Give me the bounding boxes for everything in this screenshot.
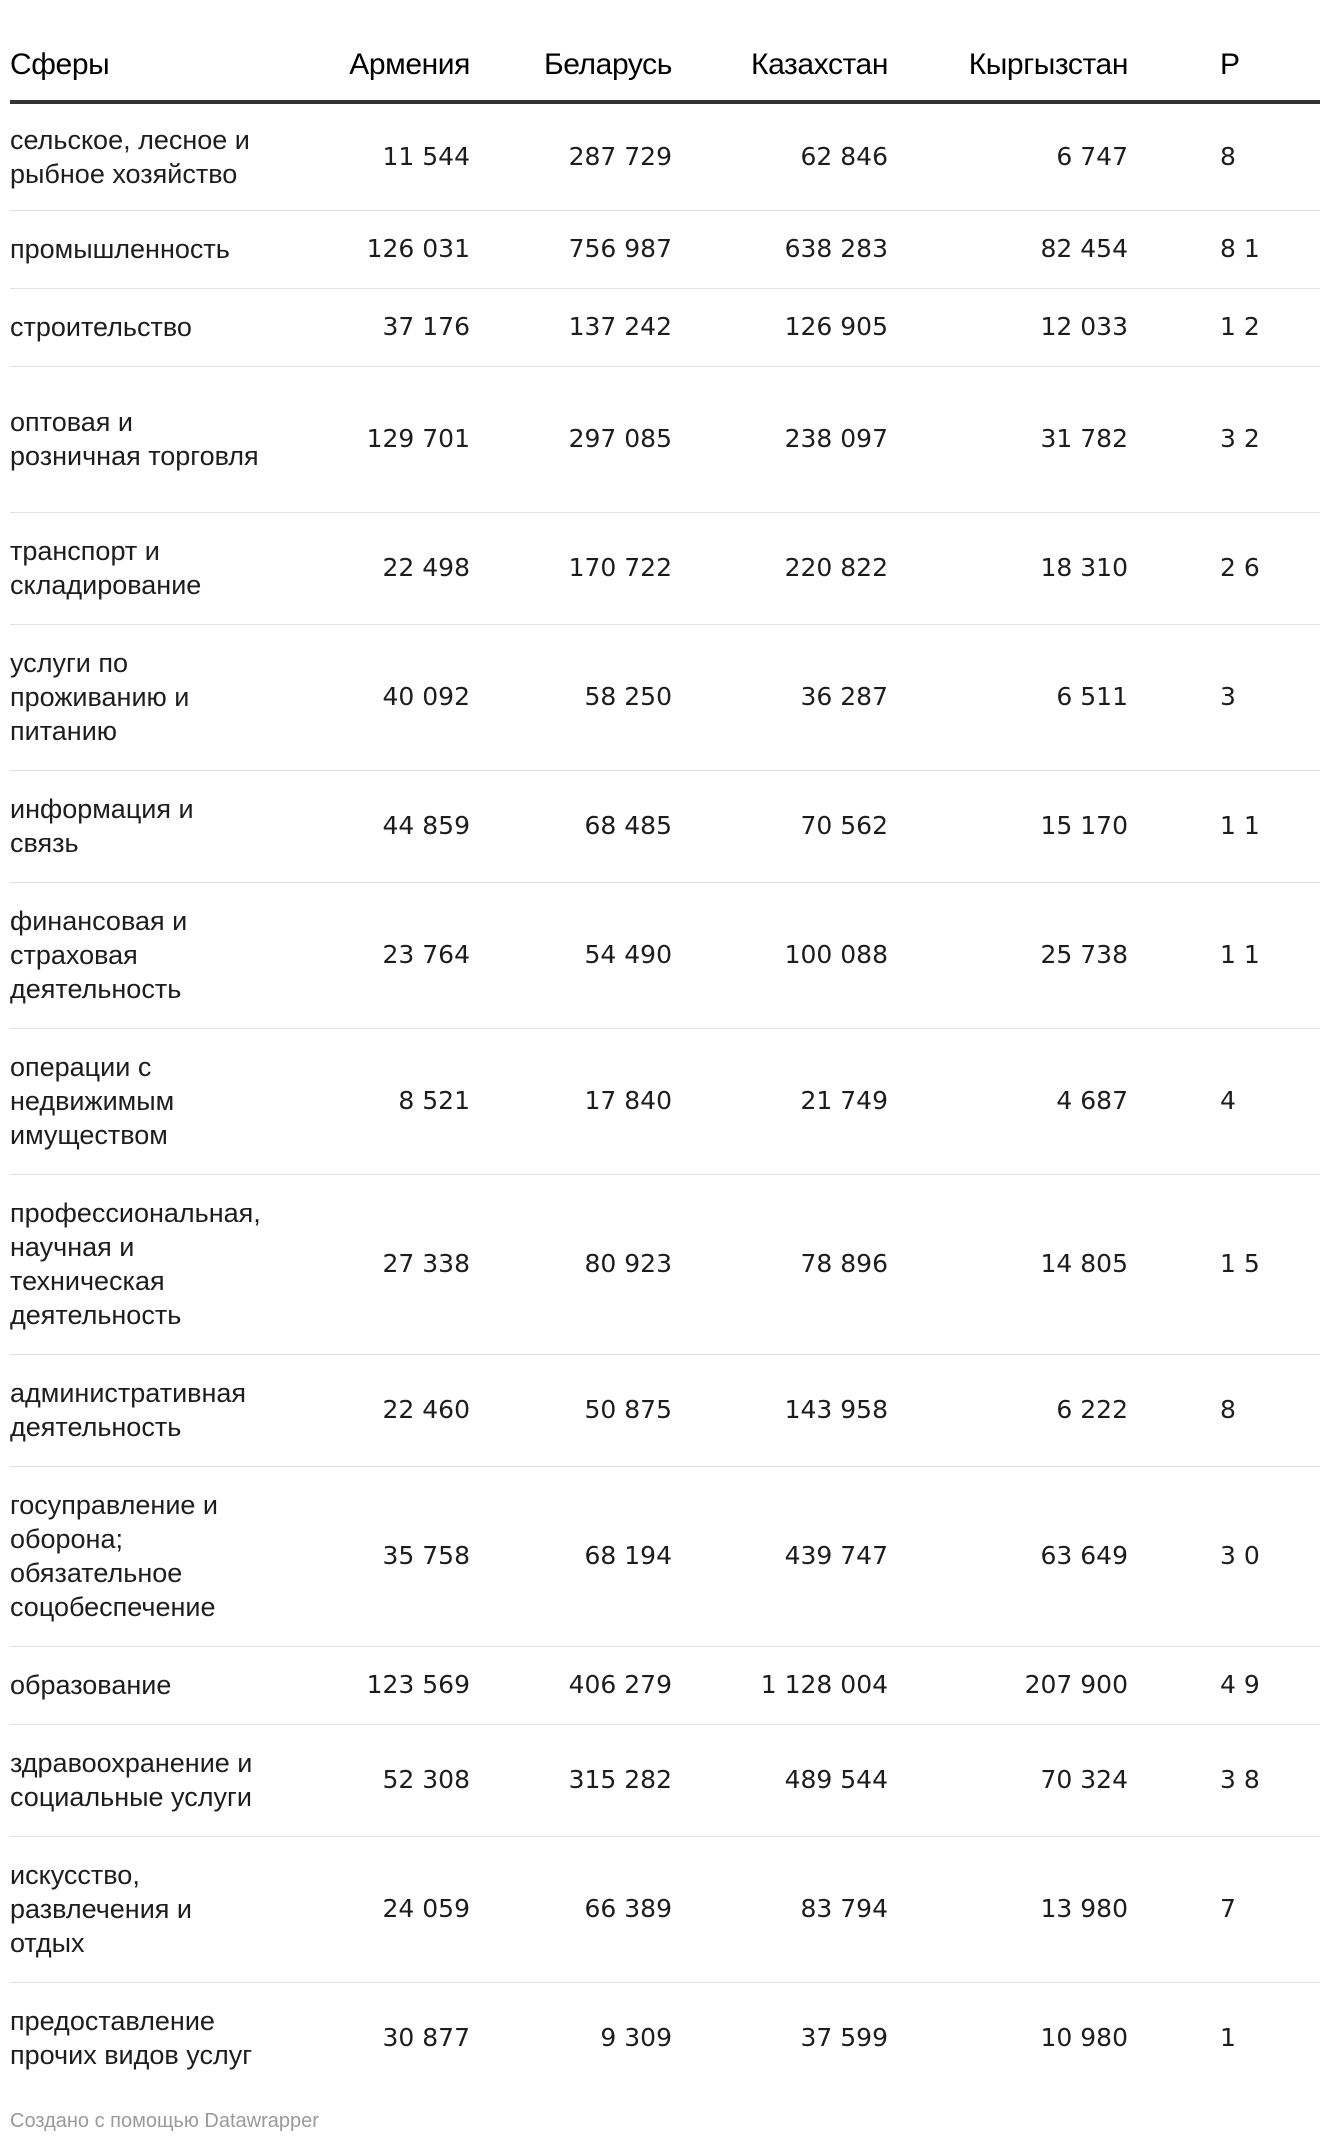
value-armenia: 44 859 xyxy=(276,770,474,882)
value-kyrgyzstan: 6 747 xyxy=(892,102,1132,210)
data-table xyxy=(10,30,1320,2094)
value-truncated: 1 xyxy=(1220,2023,1236,2053)
table-row xyxy=(10,1836,1320,1982)
sector-label: информация и связь xyxy=(10,770,276,882)
sector-label: услуги по проживанию и питанию xyxy=(10,624,276,770)
value-armenia: 126 031 xyxy=(276,210,474,288)
table-header xyxy=(10,30,1320,102)
value-kyrgyzstan: 207 900 xyxy=(892,1646,1132,1724)
value-kyrgyzstan: 6 222 xyxy=(892,1354,1132,1466)
value-truncated: 8 1 xyxy=(1132,210,1320,288)
value-truncated: 8 xyxy=(1132,1354,1320,1466)
value-kazakhstan: 78 896 xyxy=(676,1174,892,1354)
header-row xyxy=(10,30,1320,102)
value-kazakhstan: 489 544 xyxy=(676,1724,892,1836)
table-row xyxy=(10,210,1320,288)
value-truncated: 3 8 xyxy=(1132,1724,1320,1836)
value-armenia: 35 758 xyxy=(276,1466,474,1646)
value-kyrgyzstan: 15 170 xyxy=(892,770,1132,882)
value-belarus: 17 840 xyxy=(474,1028,676,1174)
value-armenia: 30 877 xyxy=(382,2023,470,2053)
value-armenia: 8 521 xyxy=(276,1028,474,1174)
value-truncated: 2 6 xyxy=(1132,512,1320,624)
value-kyrgyzstan: 25 738 xyxy=(892,882,1132,1028)
value-belarus: 756 987 xyxy=(474,210,676,288)
value-kyrgyzstan: 63 649 xyxy=(892,1466,1132,1646)
value-armenia: 11 544 xyxy=(276,102,474,210)
value-kyrgyzstan: 70 324 xyxy=(892,1724,1132,1836)
value-belarus: 406 279 xyxy=(474,1646,676,1724)
sector-label: промышленность xyxy=(10,210,276,288)
value-armenia: 22 498 xyxy=(276,512,474,624)
table-body xyxy=(10,102,1320,2094)
value-truncated: 1 1 xyxy=(1132,770,1320,882)
table-row xyxy=(10,882,1320,1028)
table-row xyxy=(10,512,1320,624)
value-kyrgyzstan: 6 511 xyxy=(892,624,1132,770)
value-armenia: 52 308 xyxy=(276,1724,474,1836)
value-truncated: 3 xyxy=(1132,624,1320,770)
value-truncated: 1 2 xyxy=(1132,288,1320,366)
value-kazakhstan: 1 128 004 xyxy=(676,1646,892,1724)
value-armenia: 37 176 xyxy=(276,288,474,366)
table-row xyxy=(10,1724,1320,1836)
sector-label: строительство xyxy=(10,288,276,366)
value-kazakhstan: 83 794 xyxy=(676,1836,892,1982)
value-truncated: 4 9 xyxy=(1132,1646,1320,1724)
value-kyrgyzstan: 4 687 xyxy=(892,1028,1132,1174)
value-kazakhstan: 36 287 xyxy=(676,624,892,770)
value-armenia: 123 569 xyxy=(276,1646,474,1724)
table-row xyxy=(10,288,1320,366)
value-belarus: 66 389 xyxy=(474,1836,676,1982)
value-belarus: 9 309 xyxy=(600,2023,672,2053)
sector-label: финансовая и страховая деятельность xyxy=(10,882,276,1028)
datawrapper-credit: Создано с помощью Datawrapper xyxy=(10,2110,319,2132)
value-kazakhstan: 439 747 xyxy=(676,1466,892,1646)
value-truncated: 1 5 xyxy=(1132,1174,1320,1354)
value-kazakhstan: 100 088 xyxy=(676,882,892,1028)
sector-label: оптовая и розничная торговля xyxy=(10,366,276,512)
value-belarus: 80 923 xyxy=(474,1174,676,1354)
value-truncated: 4 xyxy=(1132,1028,1320,1174)
sector-label: искусство, развлечения и отдых xyxy=(10,1836,276,1982)
table-row xyxy=(10,1982,1320,2094)
table-row xyxy=(10,1028,1320,1174)
value-kazakhstan: 70 562 xyxy=(676,770,892,882)
value-kazakhstan: 21 749 xyxy=(676,1028,892,1174)
table-row xyxy=(10,1174,1320,1354)
value-kazakhstan: 220 822 xyxy=(676,512,892,624)
value-armenia: 24 059 xyxy=(276,1836,474,1982)
header-armenia: Армения xyxy=(276,30,474,102)
value-truncated: 3 2 xyxy=(1132,366,1320,512)
value-belarus: 68 485 xyxy=(474,770,676,882)
value-truncated: 7 xyxy=(1132,1836,1320,1982)
sector-label: образование xyxy=(10,1646,276,1724)
value-kazakhstan: 37 599 xyxy=(800,2023,888,2053)
value-kazakhstan: 238 097 xyxy=(676,366,892,512)
header-belarus: Беларусь xyxy=(474,30,676,102)
value-kyrgyzstan: 14 805 xyxy=(892,1174,1132,1354)
table-row xyxy=(10,770,1320,882)
value-kyrgyzstan: 82 454 xyxy=(892,210,1132,288)
value-truncated: 3 0 xyxy=(1132,1466,1320,1646)
value-belarus: 68 194 xyxy=(474,1466,676,1646)
value-kazakhstan: 143 958 xyxy=(676,1354,892,1466)
header-kyrgyzstan: Кыргызстан xyxy=(892,30,1132,102)
value-kyrgyzstan: 10 980 xyxy=(1040,2023,1128,2053)
value-belarus: 315 282 xyxy=(474,1724,676,1836)
table-row xyxy=(10,624,1320,770)
value-belarus: 287 729 xyxy=(474,102,676,210)
value-truncated: 1 1 xyxy=(1132,882,1320,1028)
value-kyrgyzstan: 13 980 xyxy=(892,1836,1132,1982)
value-belarus: 50 875 xyxy=(474,1354,676,1466)
table-row xyxy=(10,366,1320,512)
value-belarus: 54 490 xyxy=(474,882,676,1028)
table-row xyxy=(10,102,1320,210)
sector-label: операции с недвижимым имуществом xyxy=(10,1028,276,1174)
sector-label: госуправление и оборона; обязательное соцобеспечение xyxy=(10,1466,276,1646)
table-row xyxy=(10,1646,1320,1724)
value-armenia: 22 460 xyxy=(276,1354,474,1466)
header-truncated: Р xyxy=(1132,30,1320,102)
sector-label: предоставление прочих видов услуг xyxy=(10,2006,253,2071)
sector-label: здравоохранение и социальные услуги xyxy=(10,1724,276,1836)
sector-label: сельское, лесное и рыбное хозяйство xyxy=(10,102,276,210)
value-kyrgyzstan: 31 782 xyxy=(892,366,1132,512)
value-belarus: 297 085 xyxy=(474,366,676,512)
value-truncated: 8 xyxy=(1132,102,1320,210)
table-row xyxy=(10,1466,1320,1646)
value-kazakhstan: 126 905 xyxy=(676,288,892,366)
table-row xyxy=(10,1354,1320,1466)
value-kazakhstan: 638 283 xyxy=(676,210,892,288)
value-kyrgyzstan: 12 033 xyxy=(892,288,1132,366)
value-belarus: 170 722 xyxy=(474,512,676,624)
sector-label: профессиональная, научная и техническая деятельность xyxy=(10,1174,276,1354)
header-sector: Сферы xyxy=(10,30,276,102)
value-armenia: 27 338 xyxy=(276,1174,474,1354)
value-kyrgyzstan: 18 310 xyxy=(892,512,1132,624)
sector-label: транспорт и складирование xyxy=(10,512,276,624)
data-table-container xyxy=(10,30,1260,2094)
header-kazakhstan: Казахстан xyxy=(676,30,892,102)
value-armenia: 40 092 xyxy=(276,624,474,770)
value-armenia: 23 764 xyxy=(276,882,474,1028)
value-kazakhstan: 62 846 xyxy=(676,102,892,210)
sector-label: административная деятельность xyxy=(10,1354,276,1466)
value-belarus: 137 242 xyxy=(474,288,676,366)
value-belarus: 58 250 xyxy=(474,624,676,770)
value-armenia: 129 701 xyxy=(276,366,474,512)
